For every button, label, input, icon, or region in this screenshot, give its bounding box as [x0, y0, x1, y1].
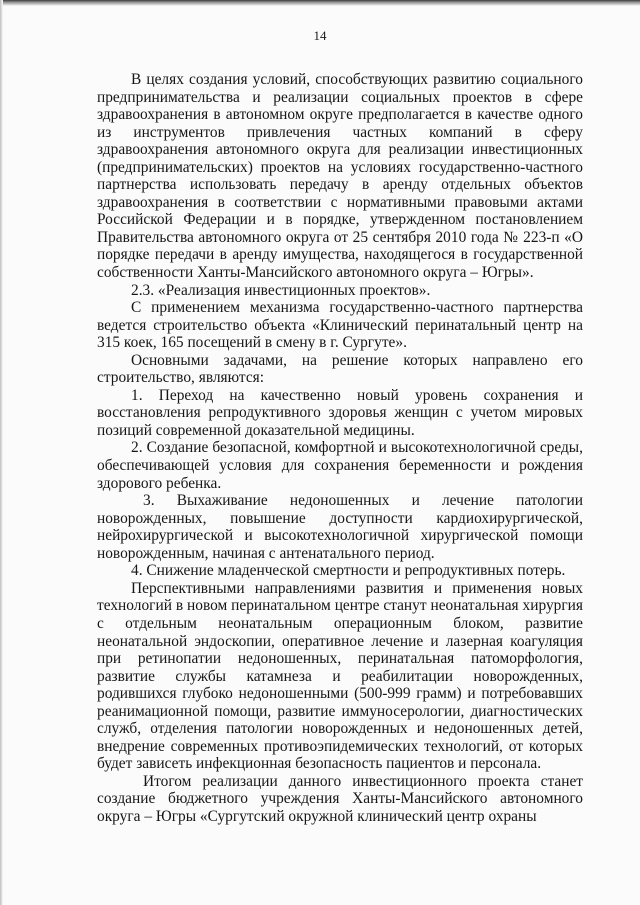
- list-item-1: 1. Переход на качественно новый уровень сохранения и восстановления репродуктивного здоровья женщин с учетом мировых позиций современной доказательной медицины.: [97, 386, 583, 439]
- list-item-4: 4. Снижение младенческой смертности и репродуктивных потерь.: [131, 562, 566, 580]
- list-item-2: 2. Создание безопасной, комфортной и высокотехнологичной среды, обеспечивающей условия для сохранения беременности и рождения здорового ребенка.: [97, 439, 583, 492]
- paragraph-prospective-directions: Перспективными направлениями развития и применения новых технологий в новом перинатальном центре станут неонатальная хирургия с отдельным неонатальным операционным блоком, развитие неонатальной эндоскопии, оперативное лечение и лазерная коагуляция при ретинопатии недоношенных, перинатальная патоморфология, развитие службы катамнеза и реабилитации новорожденных, родившихся глубоко недоношенными (500-999 грамм) и потребовавших реанимационной помощи, развитие иммуносерологии, диагностических служб, отделения патологии новорожденных и недоношенных детей, внедрение современных противоэпидемических технологий, от которых будет зависеть инфекционная безопасность пациентов и персонала.: [97, 579, 583, 773]
- document-body: [97, 71, 583, 826]
- scan-top-edge: [0, 0, 640, 6]
- paragraph-project-result: Итогом реализации данного инвестиционного проекта станет создание бюджетного учреждения Ханты-Мансийского автономного округа – Югры «Сургутский окружной клинический центр охраны: [97, 772, 583, 825]
- paragraph-public-private-partnership: С применением механизма государственно-частного партнерства ведется строительство объекта «Клинический перинатальный центр на 315 коек, 165 посещений в смену в г. Сургуте».: [97, 299, 583, 352]
- scan-left-edge: [0, 0, 3, 905]
- section-heading-2-3: 2.3. «Реализация инвестиционных проектов».: [131, 281, 431, 299]
- list-item-3: 3. Выхаживание недоношенных и лечение патологии новорожденных, повышение доступности кардиохирургической, нейрохирургической и высокотехнологичной хирургической помощи новорожденным, начиная с антенатального период.: [97, 492, 583, 562]
- paragraph-social-entrepreneurship: В целях создания условий, способствующих развитию социального предпринимательства и реализации социальных проектов в сфере здравоохранения в автономном округе предполагается в качестве одного из инструментов привлечения частных компаний в сферу здравоохранения автономного округа для реализации инвестиционных (предпринимательских) проектов на условиях государственно-частного партнерства использовать передачу в аренду отдельных объектов здравоохранения в соответствии с нормативными правовыми актами Российской Федерации и в порядке, утвержденном постановлением Правительства автономного округа от 25 сентября 2010 года № 223-п «О порядке передачи в аренду имущества, находящегося в государственной собственности Ханты-Мансийского автономного округа – Югры».: [97, 71, 583, 282]
- paragraph-main-tasks: Основными задачами, на решение которых направлено его строительство, являются:: [97, 351, 583, 387]
- page-number: 14: [313, 28, 327, 43]
